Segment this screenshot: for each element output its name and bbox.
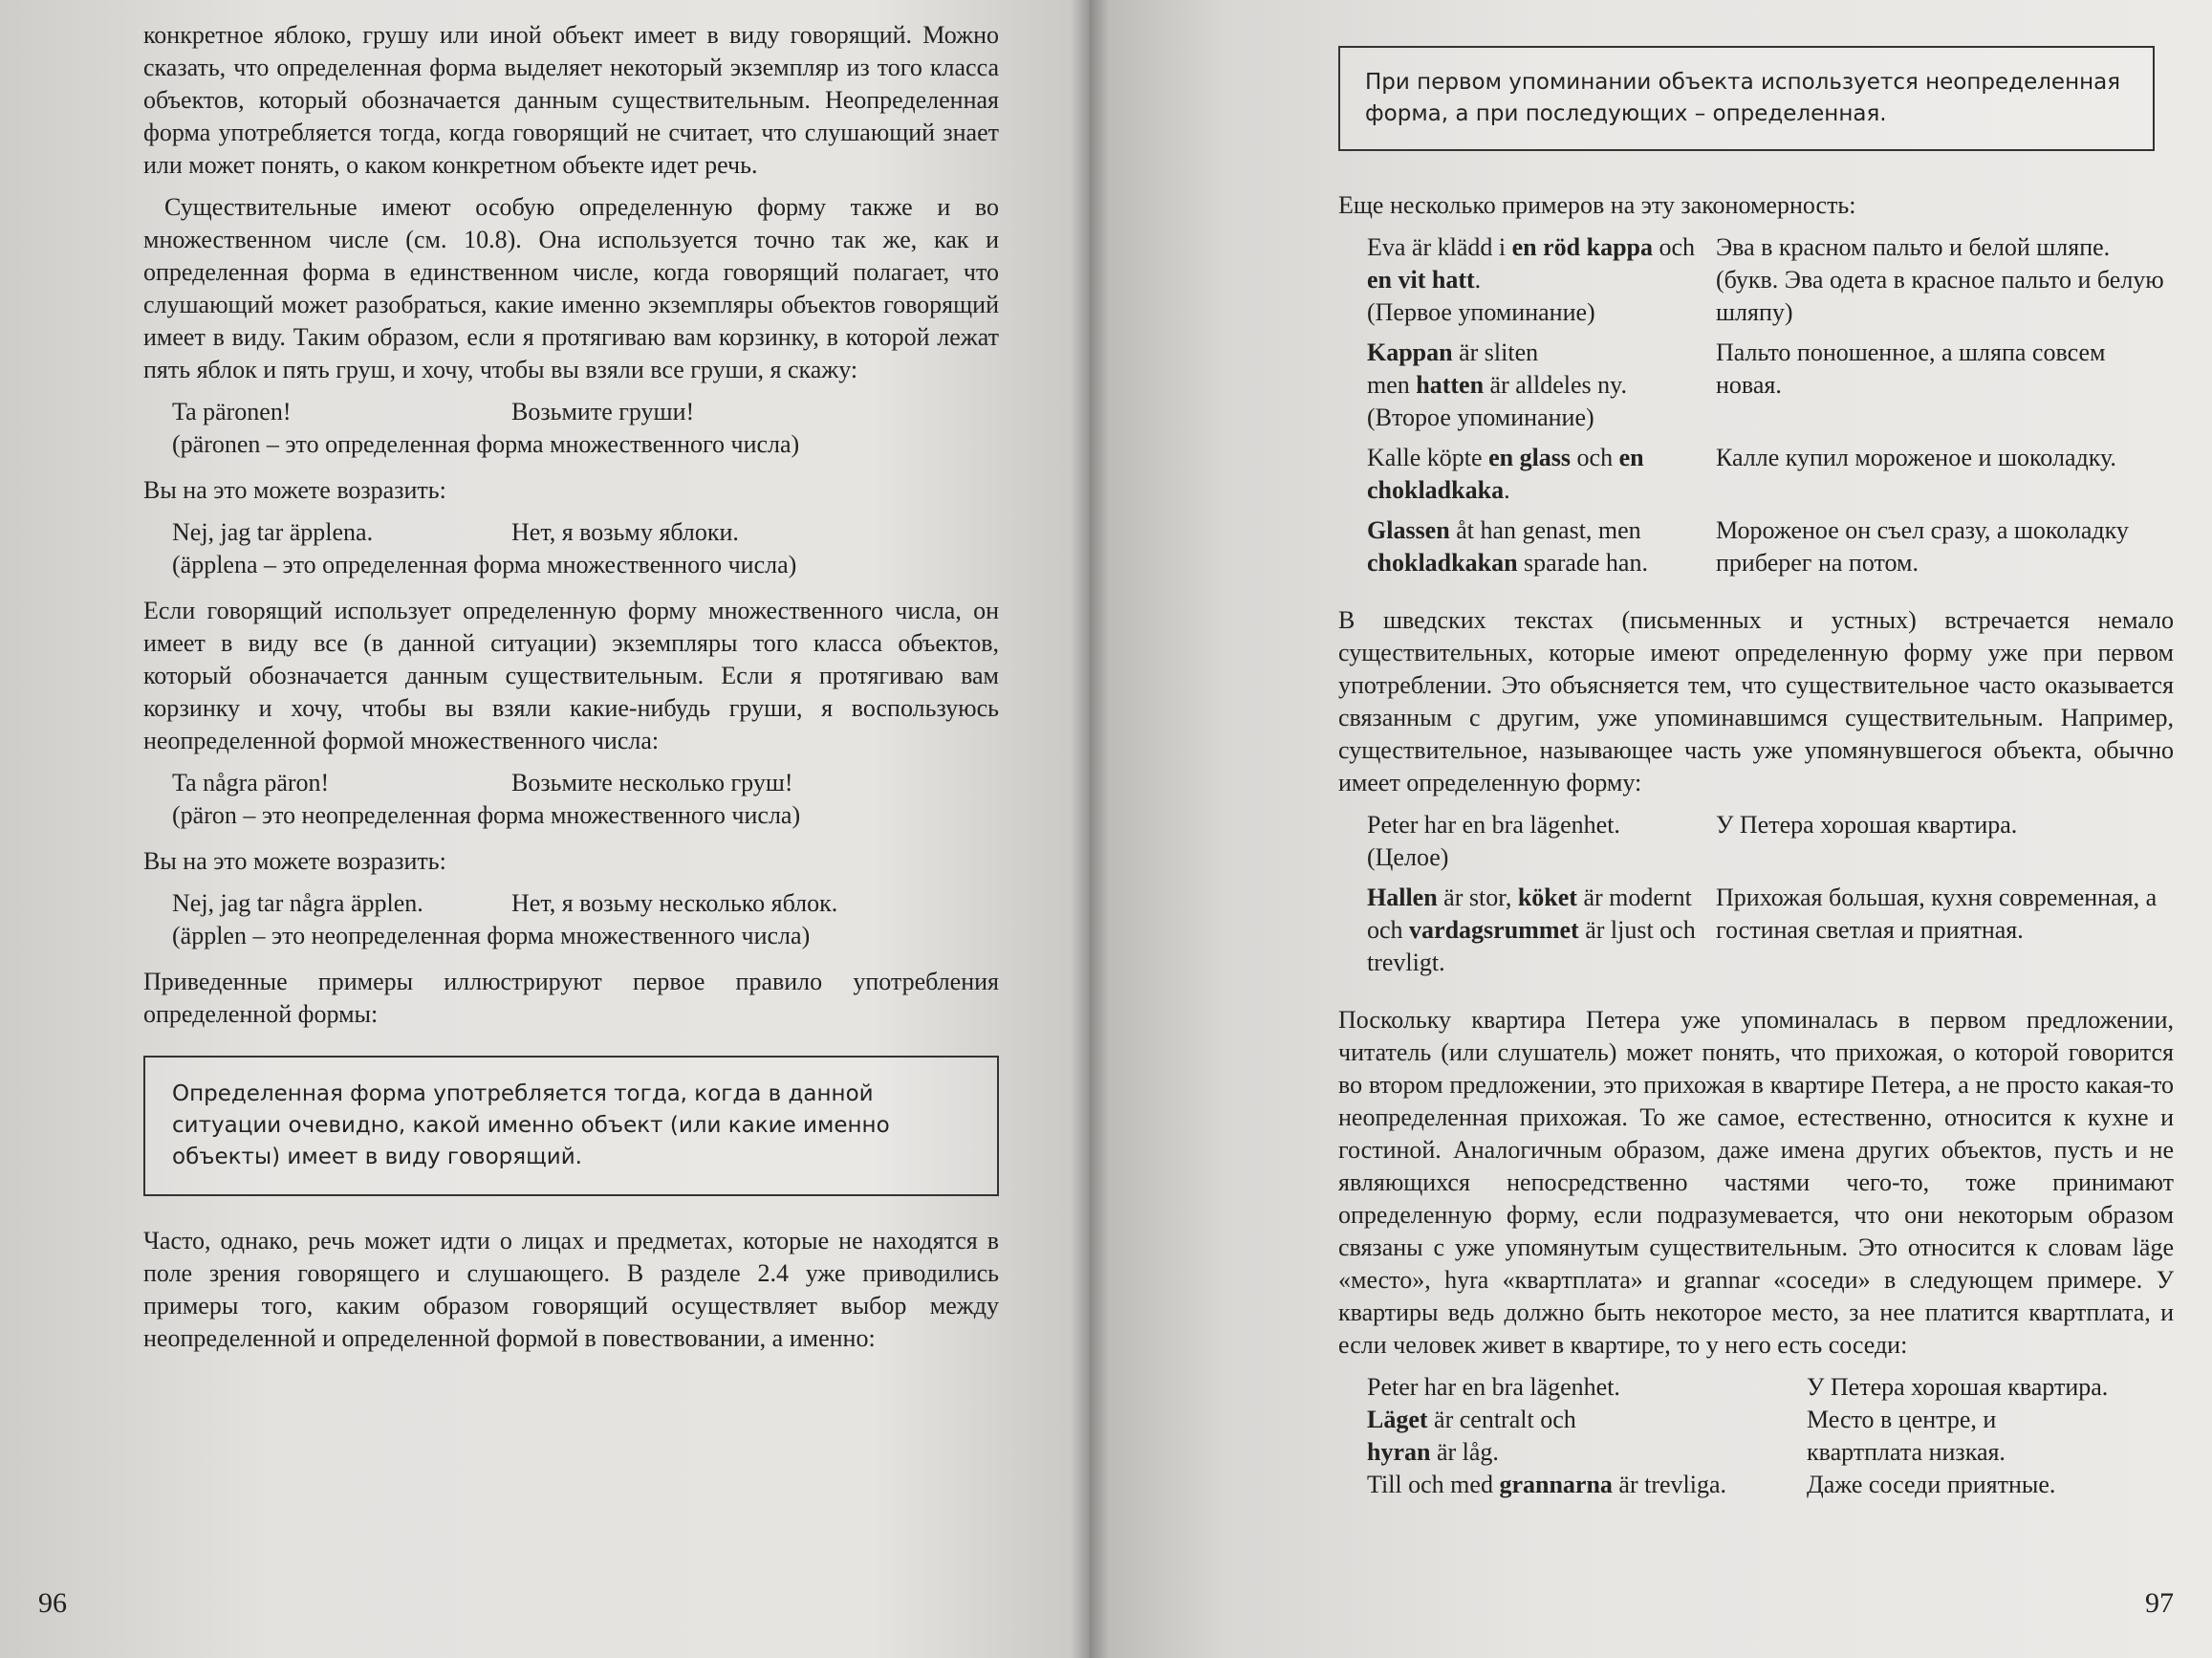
example-note: (Целое) bbox=[1367, 843, 1449, 871]
example-note: (päronen – это определенная форма множественного числа) bbox=[172, 430, 800, 458]
book-gutter bbox=[1071, 0, 1109, 1658]
swedish-sentence: hyran är låg. bbox=[1367, 1438, 1499, 1466]
rule-box: Определенная форма употребляется тогда, когда в данной ситуации очевидно, какой именно объект (или какие именно объекты) имеет в виду говорящий. bbox=[143, 1056, 999, 1196]
russian-translation: У Петера хорошая квартира. bbox=[1807, 1373, 2109, 1401]
example-note: (äpplena – это определенная форма множественного числа) bbox=[172, 551, 797, 578]
paragraph: В шведских текстах (письменных и устных) встречается немало существительных, которые имеют определенную форму уже при первом употреблении. Это объясняется тем, что существительное часто оказывается связанным с другим, уже упоминавшимся существительным. Например, существительное, называющее часть уже упомянувшегося объекта, обычно имеет определенную форму: bbox=[1338, 606, 2174, 796]
swedish-sentence: Nej, jag tar några äpplen. bbox=[172, 889, 423, 917]
rule-box: При первом упоминании объекта используется неопределенная форма, а при последующих – определенная. bbox=[1338, 46, 2155, 151]
page-number: 97 bbox=[2145, 1587, 2174, 1619]
example-note: (Второе упоминание) bbox=[1367, 404, 1594, 431]
swedish-sentence: Peter har en bra lägenhet. bbox=[1367, 1373, 1620, 1401]
example-note: (äpplen – это неопределенная форма множественного числа) bbox=[172, 922, 811, 949]
example-block bbox=[1367, 809, 2174, 987]
example bbox=[172, 887, 999, 952]
swedish-sentence: Kalle köpte en glass och en chokladkaka. bbox=[1367, 444, 1644, 504]
russian-translation: Калле купил мороженое и шоколадку. bbox=[1716, 444, 2116, 471]
right-page bbox=[1090, 0, 2212, 1658]
swedish-sentence: Glassen åt han genast, men chokladkakan sparade han. bbox=[1367, 516, 1648, 577]
swedish-sentence: Ta päronen! bbox=[172, 398, 292, 425]
paragraph: Часто, однако, речь может идти о лицах и предметах, которые не находятся в поле зрения говорящего и слушающего. В разделе 2.4 уже приводились примеры того, каким образом говорящий осуществляет выбор между неопределенной и определенной формой в повествовании, а именно: bbox=[143, 1227, 999, 1352]
russian-translation: Мороженое он съел сразу, а шоколадку приберег на потом. bbox=[1716, 516, 2129, 577]
swedish-sentence: Till och med grannarna är trevliga. bbox=[1367, 1471, 1727, 1498]
swedish-sentence: Läget är centralt och bbox=[1367, 1406, 1576, 1433]
swedish-sentence: Hallen är stor, köket är modernt och vardagsrummet är ljust och trevligt. bbox=[1367, 884, 1696, 976]
russian-translation: Даже соседи приятные. bbox=[1807, 1471, 2056, 1498]
paragraph: Приведенные примеры иллюстрируют первое правило употребления определенной формы: bbox=[143, 968, 999, 1028]
paragraph: Вы на это можете возразить: bbox=[143, 476, 446, 504]
paragraph: Поскольку квартира Петера уже упоминалась в первом предложении, читатель (или слушатель) может понять, что прихожая, о которой говорится во втором предложении, это прихожая в квартире Петера, а не просто какая-то неопределенная прихожая. То же самое, естественно, относится к кухне и гостиной. Аналогичным образом, даже имена других объектов, пусть и не являющихся непосредственно частями чего-то, тоже принимают определенную форму, если подразумевается, что они некоторым образом связаны с уже упомянутым существительным. Это относится к словам läge «место», hyra «квартплата» и grannar «соседи» в следующем примере. У квартиры ведь должно быть некоторое место, за нее платится квартплата, и если человек живет в квартире, то у него есть соседи: bbox=[1338, 1006, 2174, 1359]
example bbox=[172, 516, 999, 581]
paragraph: Еще несколько примеров на эту закономерность: bbox=[1338, 191, 1856, 219]
russian-translation: Нет, я возьму несколько яблок. bbox=[511, 889, 838, 917]
paragraph: Если говорящий использует определенную форму множественного числа, он имеет в виду все (в данной ситуации) экземпляры того класса объектов, который обозначается данным существительным. Если я протягиваю вам корзинку и хочу, чтобы вы взяли какие-нибудь груши, я воспользуюсь неопределенной формой множественного числа: bbox=[143, 597, 999, 754]
swedish-sentence: Kappan är sliten men hatten är alldeles ny. (Второе упоминание) bbox=[1367, 338, 1627, 431]
russian-translation: Прихожая большая, кухня современная, а гостиная светлая и приятная. bbox=[1716, 884, 2158, 944]
example-note: (päron – это неопределенная форма множественного числа) bbox=[172, 801, 801, 829]
russian-translation: Возьмите несколько груш! bbox=[511, 769, 793, 796]
page-number: 96 bbox=[38, 1587, 67, 1619]
russian-translation: квартплата низкая. bbox=[1807, 1438, 2006, 1466]
swedish-sentence: Peter har en bra lägenhet. (Целое) bbox=[1367, 811, 1620, 871]
example bbox=[172, 767, 999, 832]
russian-translation: Место в центре, и bbox=[1807, 1406, 1997, 1433]
russian-translation: Эва в красном пальто и белой шляпе. (букв. Эва одета в красное пальто и белую шляпу) bbox=[1716, 233, 2164, 326]
swedish-sentence: Ta några päron! bbox=[172, 769, 330, 796]
paragraph: Существительные имеют особую определенную форму также и во множественном числе (см. 10.8). Она используется точно так же, как и определенная форма в единственном числе, когда говорящий полагает, что слушающий может разобраться, какие именно экземпляры объектов говорящий имеет в виду. Таким образом, если я протягиваю вам корзинку, в которой лежат пять яблок и пять груш, и хочу, чтобы вы взяли все груши, я скажу: bbox=[143, 193, 999, 383]
russian-translation: У Петера хорошая квартира. bbox=[1716, 811, 2018, 839]
swedish-sentence: Eva är klädd i en röd kappa och en vit hatt. (Первое упоминание) bbox=[1367, 233, 1696, 326]
russian-translation: Пальто поношенное, а шляпа совсем новая. bbox=[1716, 338, 2106, 399]
russian-translation: Нет, я возьму яблоки. bbox=[511, 518, 739, 546]
russian-translation: Возьмите груши! bbox=[511, 398, 695, 425]
example-note: (Первое упоминание) bbox=[1367, 298, 1595, 326]
paragraph: конкретное яблоко, грушу или иной объект имеет в виду говорящий. Можно сказать, что определенная форма выделяет некоторый экземпляр из того класса объектов, который обозначается данным существительным. Неопределенная форма употребляется тогда, когда говорящий не считает, что слушающий знает или может понять, о каком конкретном объекте идет речь. bbox=[143, 21, 999, 179]
paragraph: Вы на это можете возразить: bbox=[143, 847, 446, 875]
example-block bbox=[1367, 1371, 2174, 1501]
example-block bbox=[1367, 231, 2174, 587]
left-page bbox=[0, 0, 1090, 1658]
swedish-sentence: Nej, jag tar äpplena. bbox=[172, 518, 374, 546]
example bbox=[172, 396, 999, 461]
